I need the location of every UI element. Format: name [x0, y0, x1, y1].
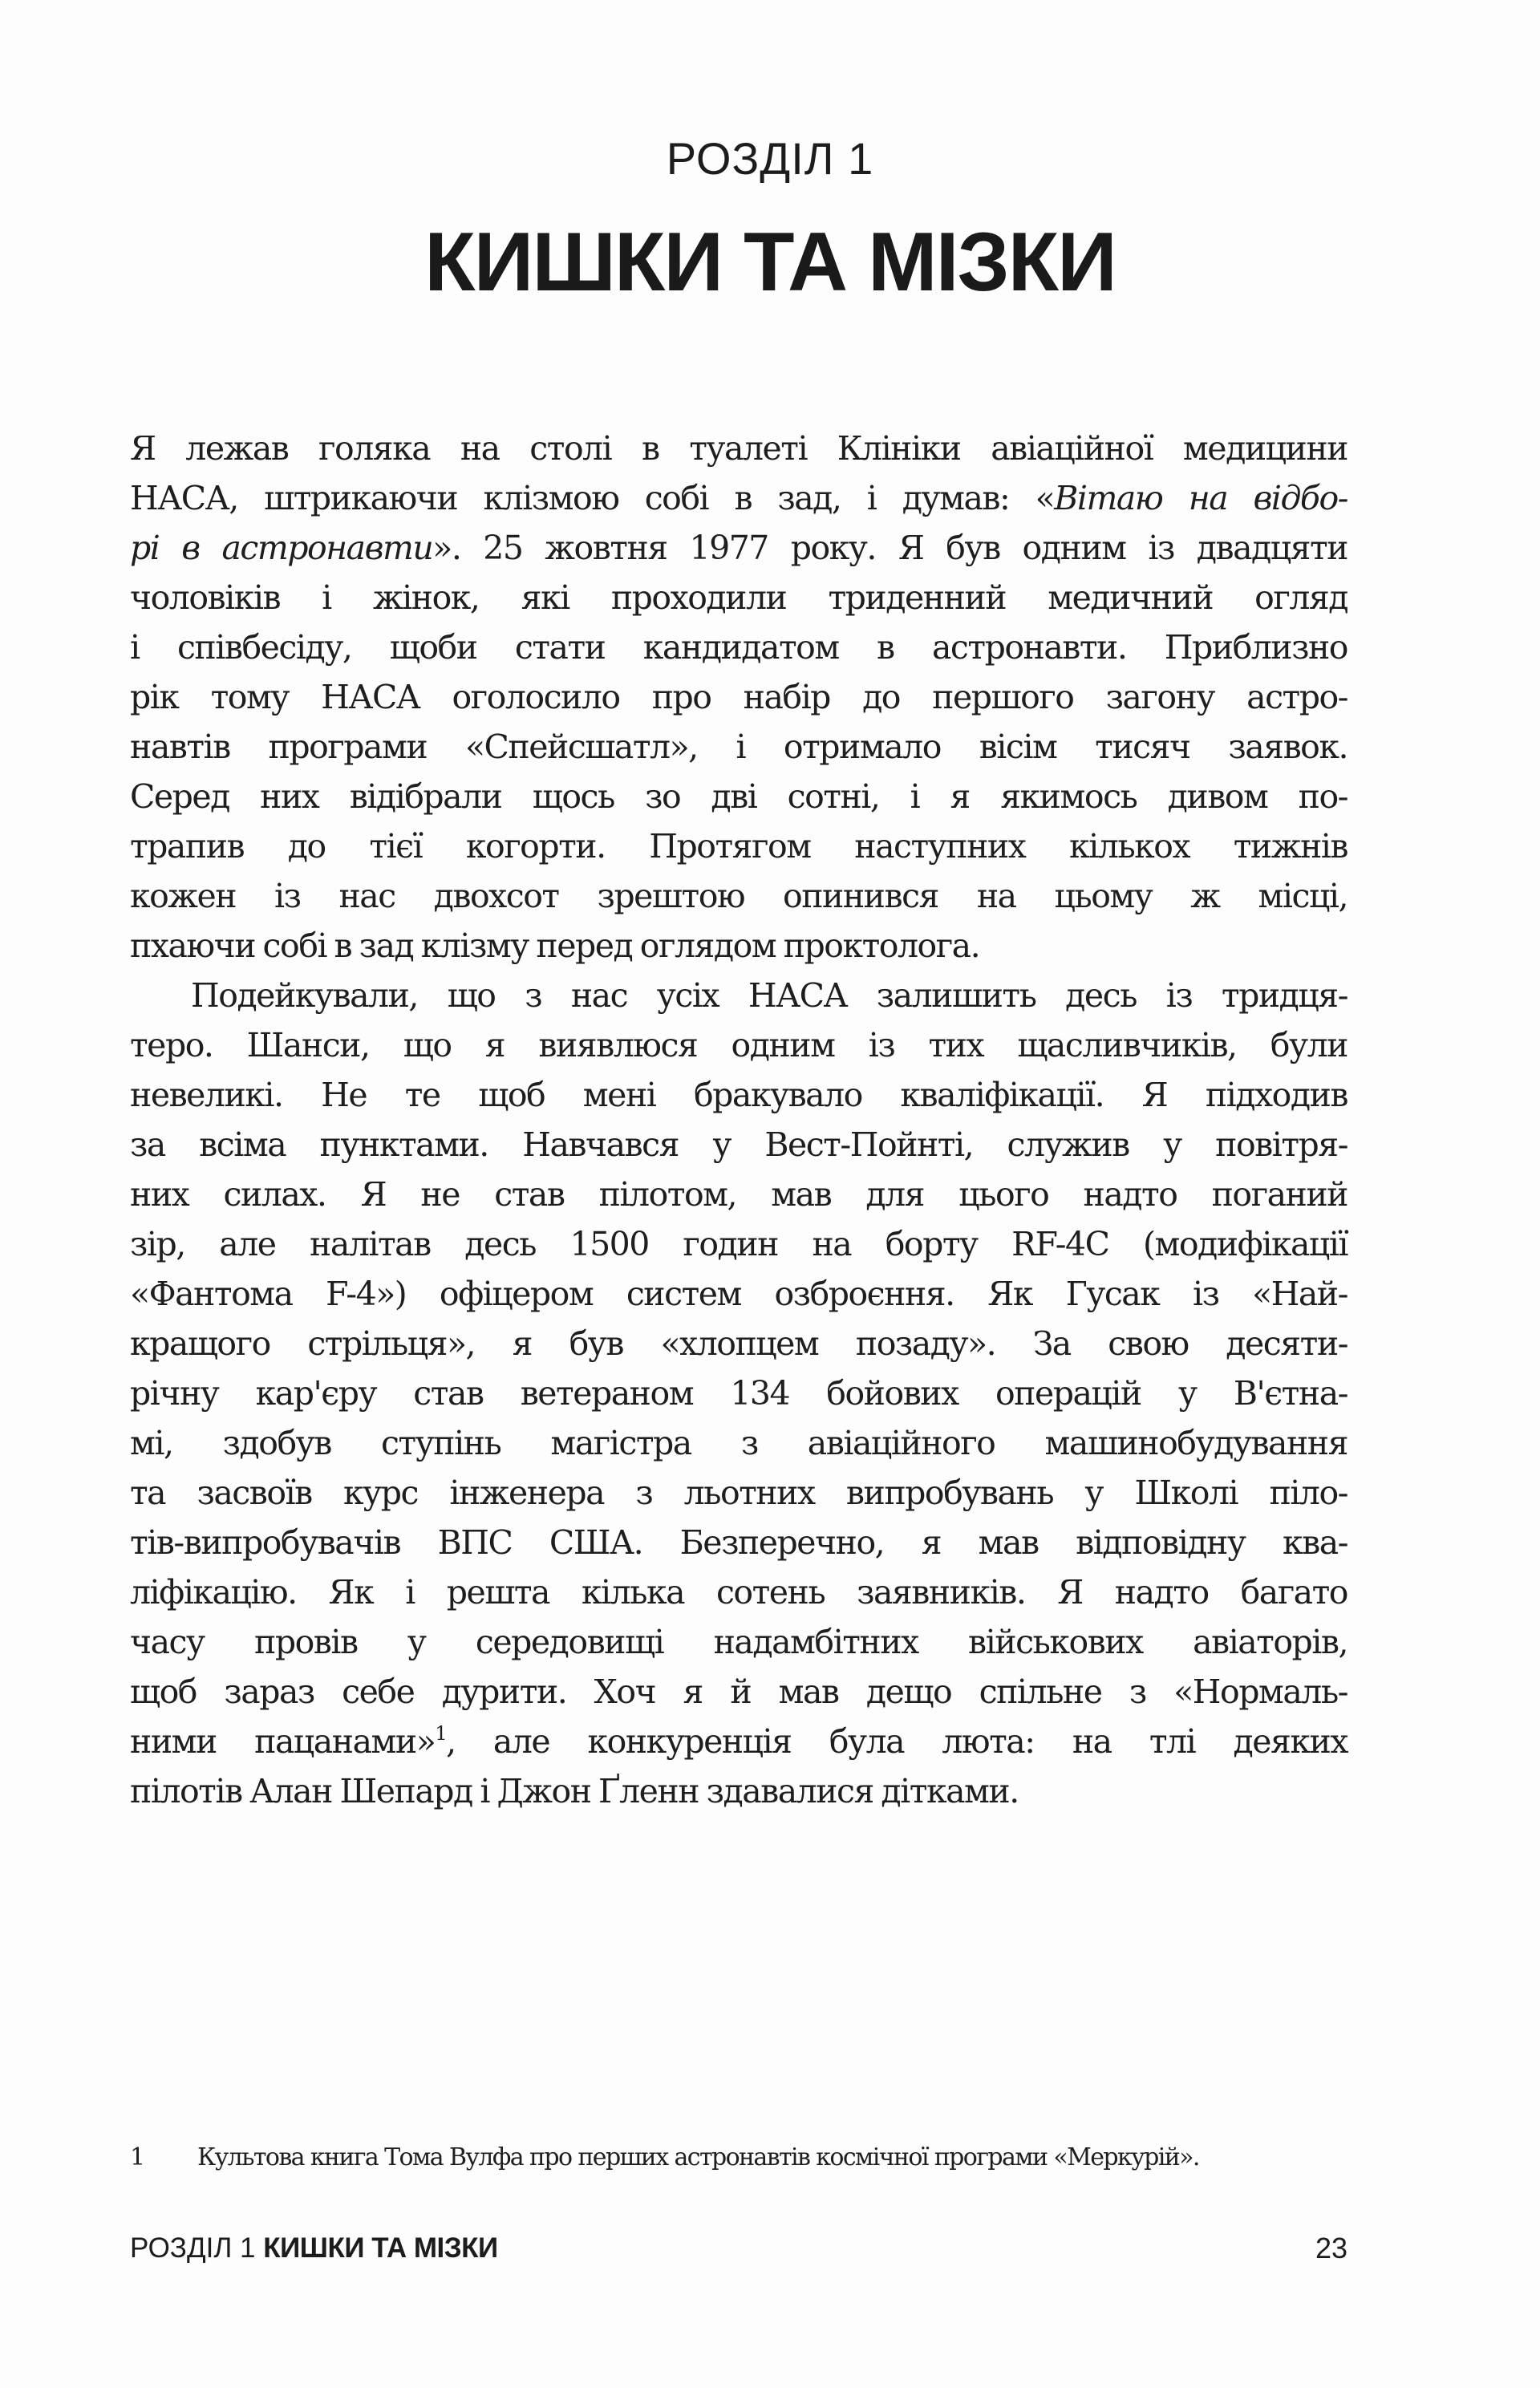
footer-chapter-title: КИШКИ ТА МІЗКИ: [263, 2232, 498, 2264]
text-line: Я лежав голяка на столі в туалеті Клініки авіаційної медицини: [130, 429, 1348, 468]
text-line: «Фантома F-4») офіцером систем озброєння. Як Гусак із «Най-: [130, 1275, 1348, 1313]
text-segment: НАСА, штрикаючи клізмою собі в зад, і думав: «: [130, 479, 1055, 517]
chapter-label: РОЗДІЛ 1: [666, 133, 874, 184]
text-line: трапив до тієї когорти. Протягом наступних кількох тижнів: [130, 827, 1348, 866]
text-line: ліфікацію. Як і решта кілька сотень заявників. Я надто багато: [130, 1573, 1348, 1612]
text-line: навтів програми «Спейсшатл», і отримало вісім тисяч заявок.: [130, 728, 1348, 766]
text-line: кожен із нас двохсот зрештою опинився на цьому ж місці,: [130, 877, 1348, 915]
text-line: [130, 473, 1348, 523]
footnote-text: Культова книга Тома Вулфа про перших астронавтів космічної програми «Меркурій».: [197, 2143, 1199, 2171]
text-line: [130, 1717, 1348, 1766]
text-line: зір, але налітав десь 1500 годин на борту RF-4C (модифікації: [130, 1225, 1348, 1263]
text-line: пілотів Алан Шепард і Джон Ґленн здавалися дітками.: [130, 1772, 1019, 1810]
text-line: рік тому НАСА оголосило про набір до першого загону астро-: [130, 678, 1348, 716]
text-line: тів-випробувачів ВПС США. Безперечно, я мав відповідну ква-: [130, 1523, 1348, 1562]
text-line: пхаючи собі в зад клізму перед оглядом проктолога.: [130, 926, 980, 965]
text-line: часу провів у середовищі надамбітних військових авіаторів,: [130, 1623, 1348, 1661]
text-line: мі, здобув ступінь магістра з авіаційного машинобудування: [130, 1424, 1348, 1462]
text-segment: ». 25 жовтня 1977 року. Я був одним із двадцяти: [432, 529, 1348, 567]
text-line: них силах. Я не став пілотом, мав для цього надто поганий: [130, 1175, 1348, 1214]
italic-quote: рі в астронавти: [130, 529, 433, 567]
text-segment: , але конкуренція була люта: на тлі деяких: [446, 1722, 1348, 1761]
text-line: теро. Шанси, що я виявлюся одним із тих щасливчиків, були: [130, 1026, 1348, 1064]
italic-quote: Вітаю на відбо-: [1054, 479, 1348, 517]
text-line: кращого стрільця», я був «хлопцем позаду». За свою десяти-: [130, 1324, 1348, 1363]
footnote-number: 1: [130, 2143, 146, 2171]
text-line: Подейкували, що з нас усіх НАСА залишить десь із тридця-: [191, 976, 1348, 1015]
text-line: невеликі. Не те щоб мені бракувало кваліфікації. Я підходив: [130, 1076, 1348, 1114]
footnote: [130, 2138, 1349, 2178]
text-line: та засвоїв курс інженера з льотних випробувань у Школі піло-: [130, 1474, 1348, 1512]
body-text: [130, 424, 1348, 1816]
text-line: річну кар'єру став ветераном 134 бойових операцій у В'єтна-: [130, 1374, 1348, 1413]
text-line: і співбесіду, щоби стати кандидатом в астронавти. Приблизно: [130, 628, 1348, 667]
text-line: [130, 523, 1348, 573]
text-segment: ними пацанами»: [130, 1722, 436, 1761]
chapter-title: КИШКИ ТА МІЗКИ: [424, 216, 1116, 309]
text-line: Серед них відібрали щось зо дві сотні, і я якимось дивом по-: [130, 777, 1348, 816]
text-line: чоловіків і жінок, які проходили триденний медичний огляд: [130, 578, 1348, 617]
footer-chapter-label: РОЗДІЛ 1: [130, 2232, 256, 2264]
running-footer: [130, 2228, 1348, 2268]
page-number: 23: [1315, 2232, 1348, 2264]
text-line: щоб зараз себе дурити. Хоч я й мав дещо спільне з «Нормаль-: [130, 1672, 1348, 1711]
text-line: за всіма пунктами. Навчався у Вест-Пойнті, служив у повітря-: [130, 1125, 1348, 1164]
footnote-reference[interactable]: 1: [435, 1722, 447, 1745]
